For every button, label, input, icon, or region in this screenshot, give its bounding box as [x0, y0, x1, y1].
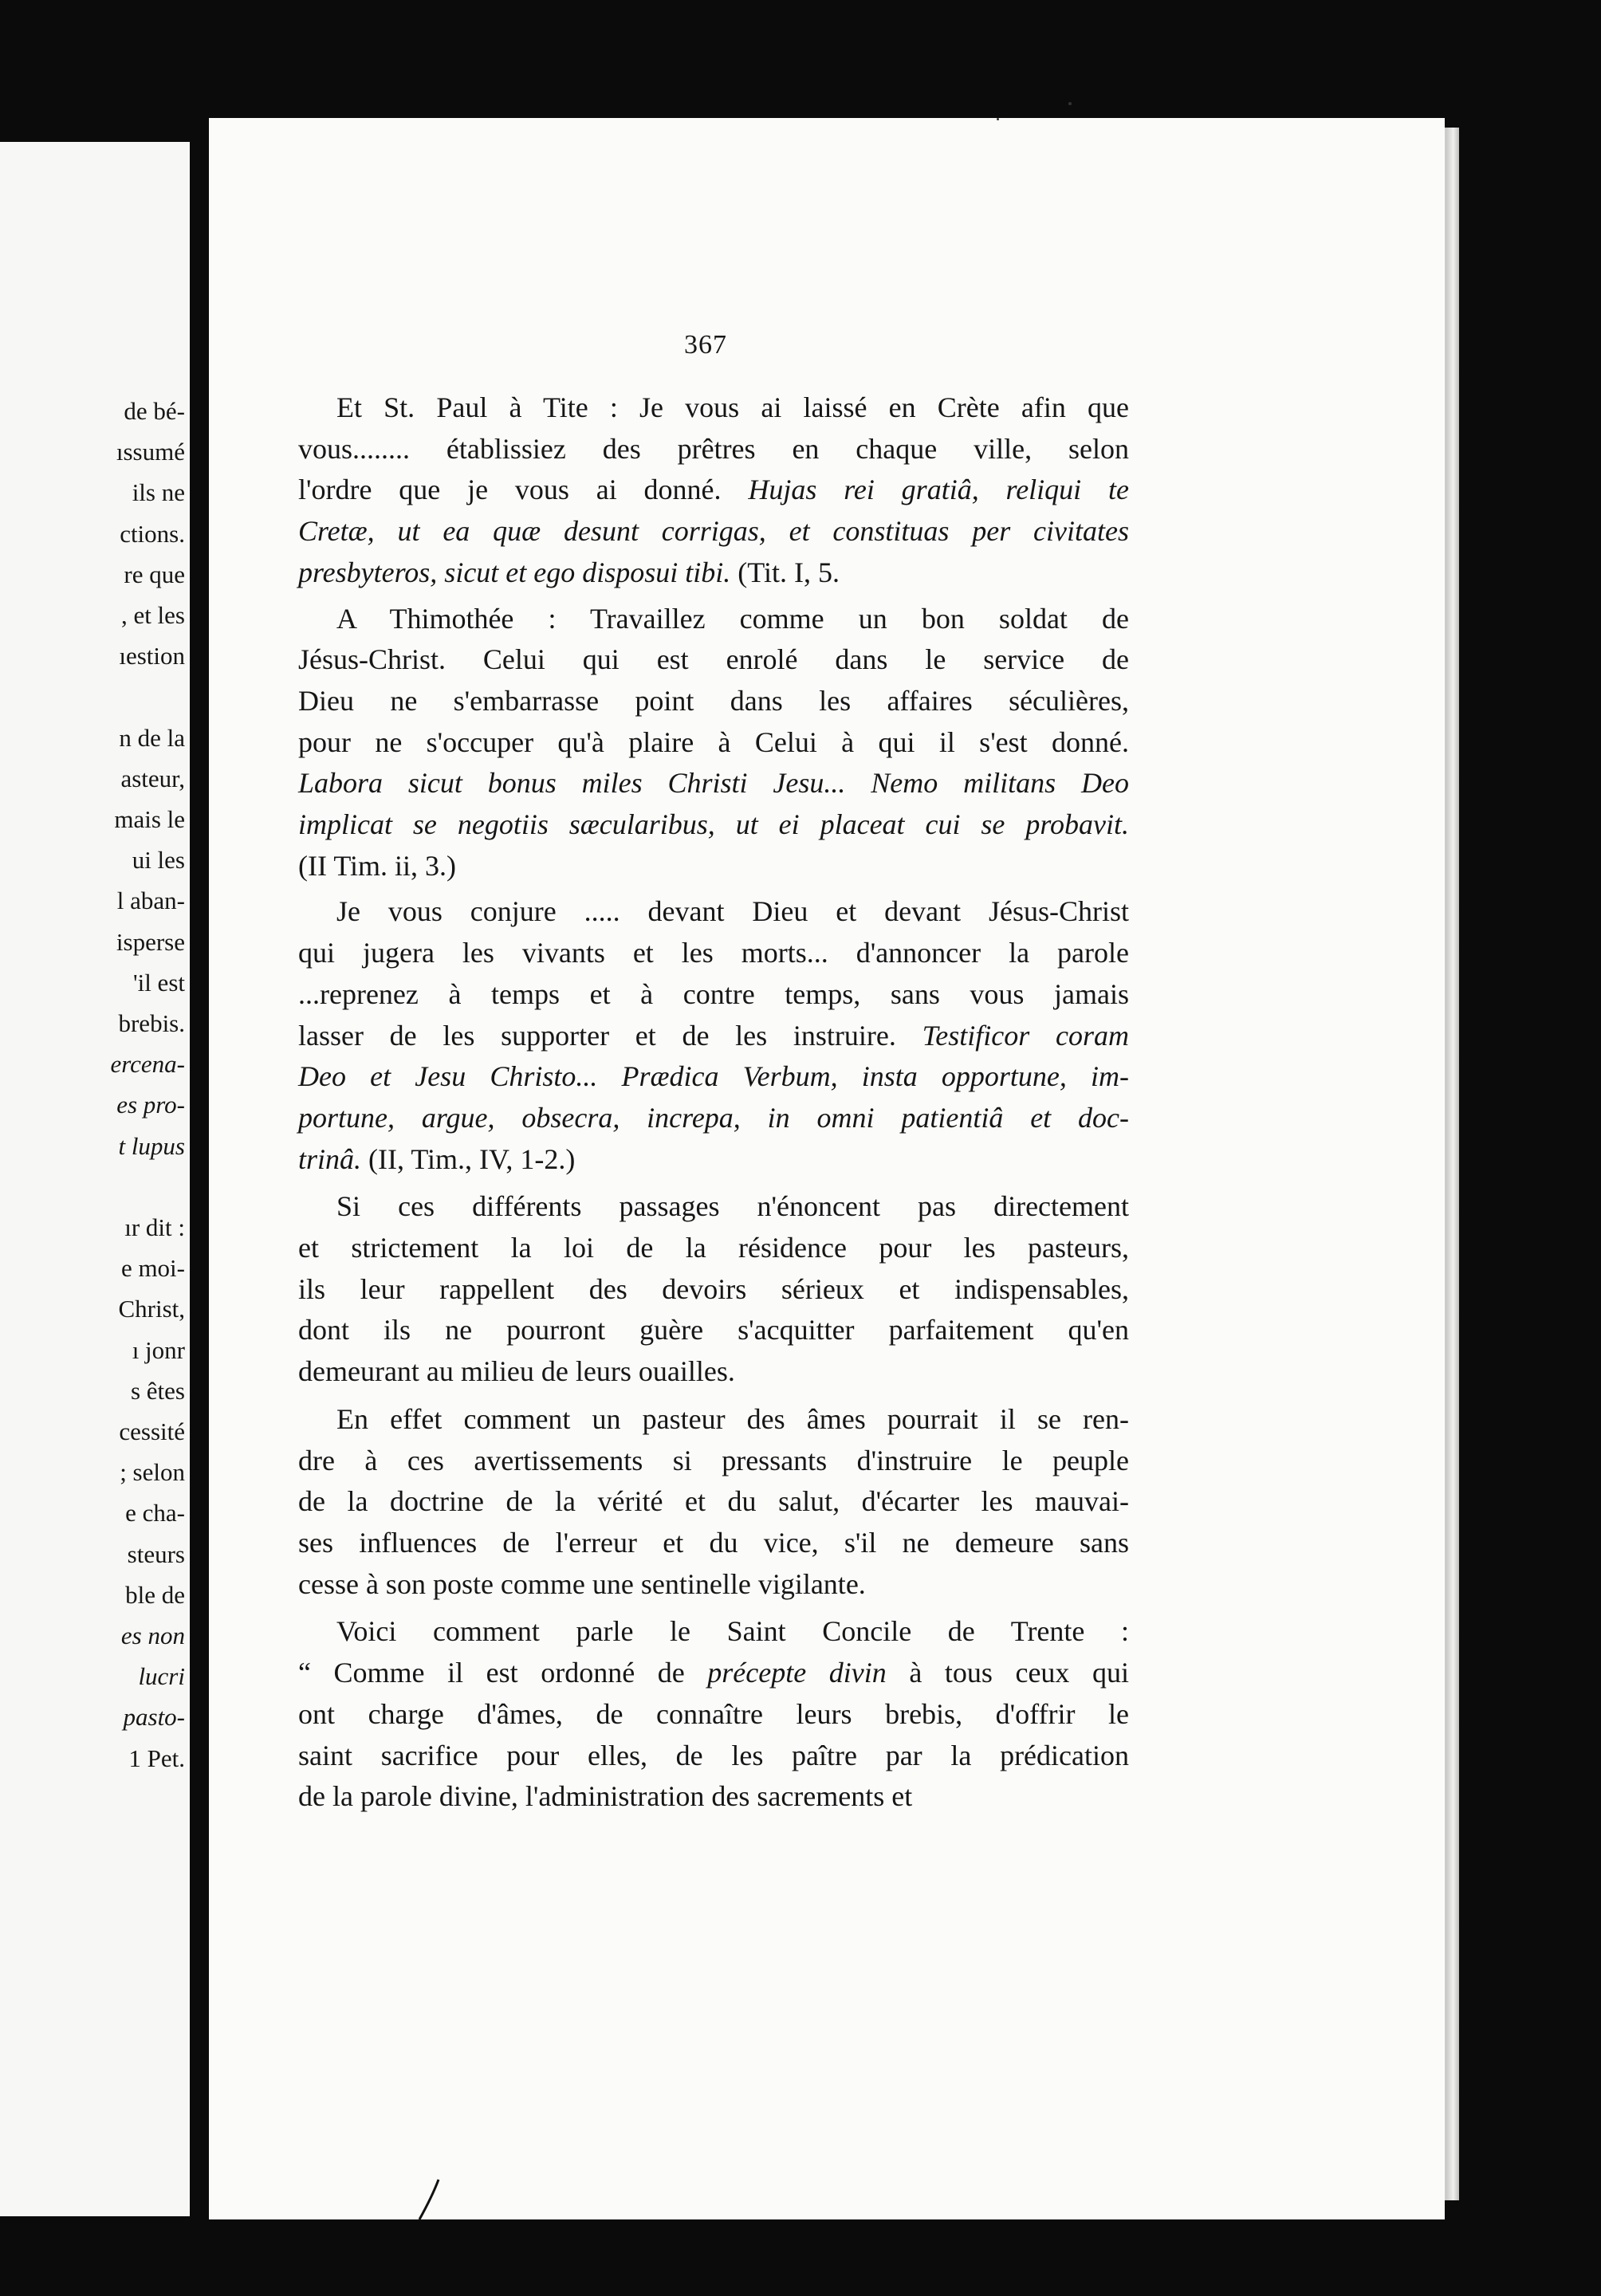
left-page-fragment: t lupus — [118, 1131, 185, 1160]
paragraph — [298, 387, 1129, 594]
latin-quotation: Deo et Jesu Christo... Prædica Verbum, insta opportune, im- — [298, 1060, 1129, 1093]
text-line — [298, 1056, 1129, 1098]
text-segment: saint sacrifice pour elles, de les paître par la prédication — [298, 1739, 1129, 1771]
text-line — [298, 1653, 1129, 1694]
latin-quotation: presbyteros, sicut et ego disposui tibi. — [298, 556, 731, 588]
left-page-fragment: cessité — [119, 1417, 185, 1445]
latin-quotation: implicat se negotiis sæcularibus, ut ei placeat cui se probavit. — [298, 808, 1129, 841]
left-page-fragment: steurs — [127, 1539, 185, 1568]
text-line — [298, 1611, 1129, 1653]
latin-quotation: trinâ. — [298, 1142, 362, 1175]
text-segment: Et St. Paul à Tite : Je vous ai laissé en Crète afin que — [336, 391, 1129, 423]
text-line — [298, 429, 1129, 470]
left-page-fragment: ercena- — [110, 1050, 185, 1079]
left-page-fragment: e moi- — [120, 1254, 185, 1283]
text-line — [298, 1098, 1129, 1139]
text-segment: Voici comment parle le Saint Concile de Trente : — [336, 1615, 1129, 1648]
text-line — [298, 1694, 1129, 1736]
text-line — [298, 722, 1129, 764]
dust-speck — [997, 118, 999, 120]
text-segment: dont ils ne pourront guère s'acquitter parfaitement qu'en — [298, 1314, 1129, 1347]
left-page-fragment: s êtes — [130, 1376, 185, 1405]
left-page-fragment: brebis. — [118, 1009, 185, 1037]
text-line — [298, 639, 1129, 681]
paragraph — [298, 1399, 1129, 1606]
left-page-fragment: Christ, — [118, 1295, 185, 1323]
text-segment: ils leur rappellent des devoirs sérieux et indispensables, — [298, 1272, 1129, 1305]
left-page-fragment: lucri — [138, 1662, 185, 1691]
latin-quotation: Hujas rei gratiâ, reliqui te — [748, 474, 1129, 506]
text-line — [298, 1523, 1129, 1564]
text-segment: qui jugera les vivants et les morts... d'annoncer la parole — [298, 937, 1129, 969]
latin-quotation: Cretæ, ut ea quæ desunt corrigas, et constituas per civitates — [298, 515, 1129, 548]
text-segment: lasser de les supporter et de les instruire. — [298, 1019, 922, 1052]
left-page-fragment: ı jonr — [132, 1335, 185, 1364]
text-line — [298, 974, 1129, 1016]
text-line — [298, 933, 1129, 974]
paragraph — [298, 1186, 1129, 1393]
latin-quotation: Testificor coram — [922, 1019, 1130, 1052]
left-page-fragment: e cha- — [125, 1499, 185, 1527]
latin-quotation: Labora sicut bonus miles Christi Jesu... Nemo militans Deo — [298, 767, 1129, 800]
text-segment: “ Comme il est ordonné de — [298, 1657, 708, 1689]
latin-quotation: portune, argue, obsecra, increpa, in omni patientiâ et doc- — [298, 1101, 1129, 1134]
paragraph — [298, 1611, 1129, 1818]
text-segment: Dieu ne s'embarrasse point dans les affaires séculières, — [298, 684, 1129, 717]
text-segment: ont charge d'âmes, de connaître leurs brebis, d'offrir le — [298, 1697, 1129, 1730]
text-line — [298, 681, 1129, 722]
text-line — [298, 1016, 1129, 1057]
left-page-fragment: pasto- — [123, 1703, 185, 1732]
left-page-fragment: es non — [120, 1622, 185, 1649]
paragraph — [298, 891, 1129, 1180]
text-line — [298, 891, 1129, 933]
left-page-fragment: ıestion — [119, 642, 185, 670]
left-page-fragment: ıssumé — [116, 438, 185, 466]
pen-stroke-mark — [415, 2176, 446, 2224]
text-segment: dre à ces avertissements si pressants d'instruire le peuple — [298, 1444, 1129, 1476]
dust-speck — [1068, 102, 1072, 105]
left-page-fragment: ils ne — [132, 478, 185, 507]
text-line — [298, 1228, 1129, 1269]
left-page-fragment: mais le — [114, 805, 185, 833]
text-line — [298, 1186, 1129, 1228]
text-line — [298, 1776, 1129, 1818]
text-line — [298, 1481, 1129, 1523]
facing-page-left — [0, 142, 190, 2216]
text-segment: cesse à son poste comme une sentinelle vigilante. — [298, 1567, 866, 1600]
left-page-fragment: 1 Pet. — [128, 1744, 185, 1772]
text-line — [298, 1139, 1129, 1181]
text-segment: Jésus-Christ. Celui qui est enrolé dans le service de — [298, 643, 1129, 676]
left-page-fragment: ui les — [132, 846, 185, 875]
left-page-fragment: ır dit : — [124, 1213, 185, 1241]
text-segment: ...reprenez à temps et à contre temps, sans vous jamais — [298, 977, 1129, 1010]
text-line — [298, 599, 1129, 640]
text-segment: l'ordre que je vous ai donné. — [298, 474, 749, 506]
paragraph — [298, 599, 1129, 887]
page-body-text — [298, 387, 1129, 1818]
text-line — [298, 552, 1129, 594]
text-line — [298, 763, 1129, 804]
text-line — [298, 1310, 1129, 1351]
left-page-fragment: de bé- — [124, 397, 185, 425]
left-page-fragment: re que — [124, 560, 185, 588]
text-segment: (II Tim. ii, 3.) — [298, 849, 457, 882]
text-line — [298, 1441, 1129, 1482]
left-page-fragment: asteur, — [120, 764, 185, 792]
text-segment: (II, Tim., IV, 1-2.) — [361, 1142, 576, 1175]
page-number: 367 — [684, 330, 727, 360]
text-segment: à tous ceux qui — [886, 1657, 1129, 1689]
left-page-fragment: ; selon — [120, 1458, 185, 1487]
left-page-fragment: es pro- — [116, 1091, 185, 1119]
left-page-fragment: l aban- — [116, 887, 185, 915]
left-page-fragment: 'il est — [133, 968, 185, 997]
text-line — [298, 1399, 1129, 1441]
text-line — [298, 387, 1129, 429]
left-page-fragment: , et les — [120, 601, 185, 629]
text-segment: vous........ établissiez des prêtres en chaque ville, selon — [298, 432, 1129, 465]
text-segment: Je vous conjure ..... devant Dieu et devant Jésus-Christ — [336, 895, 1129, 928]
text-line — [298, 511, 1129, 552]
latin-quotation: précepte divin — [707, 1657, 887, 1689]
text-segment: (Tit. I, 5. — [730, 556, 840, 588]
text-segment: A Thimothée : Travaillez comme un bon soldat de — [336, 602, 1129, 635]
left-page-fragment: ble de — [125, 1580, 185, 1609]
text-line — [298, 1564, 1129, 1606]
text-segment: demeurant au milieu de leurs ouailles. — [298, 1355, 735, 1388]
text-segment: pour ne s'occuper qu'à plaire à Celui à qui il s'est donné. — [298, 725, 1129, 758]
left-page-fragment: isperse — [116, 927, 185, 956]
text-segment: de la parole divine, l'administration des sacrements et — [298, 1780, 913, 1813]
text-segment: En effet comment un pasteur des âmes pourrait il se ren- — [336, 1402, 1129, 1435]
text-line — [298, 470, 1129, 511]
text-segment: ses influences de l'erreur et du vice, s'il ne demeure sans — [298, 1526, 1129, 1559]
text-line — [298, 1269, 1129, 1311]
text-line — [298, 846, 1129, 887]
left-page-fragment: n de la — [119, 723, 185, 752]
text-line — [298, 1351, 1129, 1393]
text-line — [298, 1736, 1129, 1777]
text-line — [298, 804, 1129, 846]
text-segment: de la doctrine de la vérité et du salut, d'écarter les mauvai- — [298, 1485, 1129, 1518]
left-page-fragment: ctions. — [120, 519, 185, 548]
text-segment: Si ces différents passages n'énoncent pas directement — [336, 1190, 1129, 1223]
text-segment: et strictement la loi de la résidence pour les pasteurs, — [298, 1232, 1129, 1264]
